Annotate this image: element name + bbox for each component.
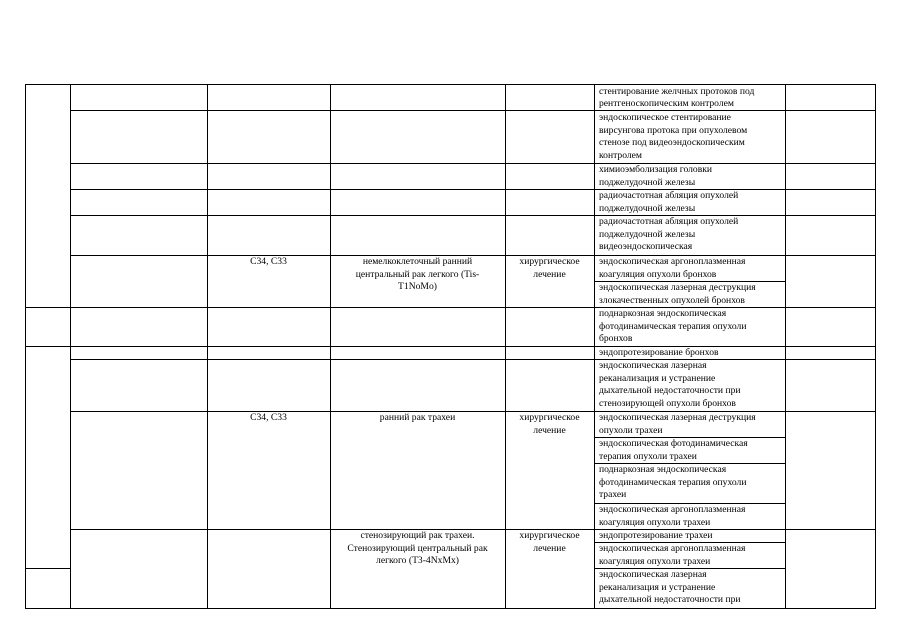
treatment-method-text: химиоэмболизация головки [599,164,713,175]
row-rule [25,346,876,347]
treatment-type-text: хирургическое [519,412,580,423]
treatment-method-text: радиочастотная абляция опухолей [599,190,739,201]
treatment-method-text: трахеи [599,489,627,500]
treatment-method-text: эндоскопическая аргоноплазменная [599,256,746,267]
treatment-method-text: эндоскопическое стентирование [599,112,731,123]
row-rule [25,568,71,569]
treatment-method-text: эндоскопическая лазерная [599,569,707,580]
treatment-method-text: вирсунгова протока при опухолевом [599,124,748,136]
treatment-method-text: поджелудочной железы [599,176,696,188]
diagnosis-text: ранний рак трахеи [379,412,456,423]
treatment-method-text: поджелудочной железы [599,202,696,214]
treatment-method-text: рентгеноскопическим контролем [599,98,734,109]
treatment-type-text: лечение [533,424,566,436]
diagnosis-text: легкого (T3-4NxMx) [376,555,459,566]
row-rule [70,189,876,190]
treatment-method-text: фотодинамическая терапия опухоли [599,320,747,332]
treatment-method-text: поднаркозная эндоскопическая [599,308,727,319]
treatment-method-text: коагуляция опухоли бронхов [599,268,717,280]
treatment-method-text: видеоэндоскопическая [599,241,693,252]
treatment-method-text: терапия опухоли трахеи [599,450,697,462]
treatment-method-text: эндоскопическая лазерная [599,360,707,371]
treatment-type-text: хирургическое [519,530,580,541]
treatment-method-text: эндопротезирование трахеи [599,530,713,541]
treatment-method-text: стентирование желчных протоков под [599,86,755,97]
treatment-method-text: опухоли трахеи [599,424,663,436]
treatment-method-text: эндоскопическая лазерная деструкция [599,282,756,293]
treatment-type-text: лечение [533,542,566,554]
treatment-method-text: фотодинамическая терапия опухоли [599,476,747,488]
treatment-method-text: эндоскопическая лазерная деструкция [599,412,756,423]
diagnosis-text: T1NoMo) [398,281,437,292]
icd-code: С34, С33 [250,412,287,423]
treatment-method-text: контролем [599,149,642,161]
diagnosis-text: центральный рак легкого (Tis- [355,268,480,280]
treatment-method-text: дыхательной недостаточности при [599,385,741,396]
treatment-method-text: реканализация и устранение [599,581,716,593]
diagnosis-text: стенозирующий рак трахеи. [360,530,475,541]
treatment-method-text: коагуляция опухоли трахеи [599,516,711,528]
treatment-method-text: стенозе под видеоэндоскопическим [599,137,745,148]
diagnosis-text: немелкоклеточный ранний [362,256,473,267]
treatment-type-text: лечение [533,268,566,280]
treatment-method-text: поджелудочной железы [599,228,696,240]
row-rule [70,359,876,360]
table-border-bottom [25,608,876,609]
treatment-method-text: поднаркозная эндоскопическая [599,464,727,475]
row-rule [70,163,876,164]
treatment-method-text: радиочастотная абляция опухолей [599,216,739,227]
treatment-method-text: эндоскопическая аргоноплазменная [599,504,746,515]
treatment-method-text: злокачественных опухолей бронхов [599,294,745,306]
treatment-method-text: реканализация и устранение [599,372,716,384]
row-rule [25,307,876,308]
treatment-method-text: коагуляция опухоли трахеи [599,555,711,567]
treatment-method-text: эндоскопическая фотодинамическая [599,438,748,449]
icd-code: С34, С33 [250,256,287,267]
row-rule [70,110,876,111]
treatment-method-text: стенозирующей опухоли бронхов [599,397,736,409]
row-rule [70,215,876,216]
table-border-top [25,84,876,85]
diagnosis-text: Стенозирующий центральный рак [347,542,488,554]
treatment-method-text: бронхов [599,333,633,344]
treatment-method-text: дыхательной недостаточности при [599,594,741,605]
treatment-type-text: хирургическое [519,256,580,267]
treatment-method-text: эндопротезирование бронхов [599,347,719,358]
treatment-method-text: эндоскопическая аргоноплазменная [599,543,746,554]
